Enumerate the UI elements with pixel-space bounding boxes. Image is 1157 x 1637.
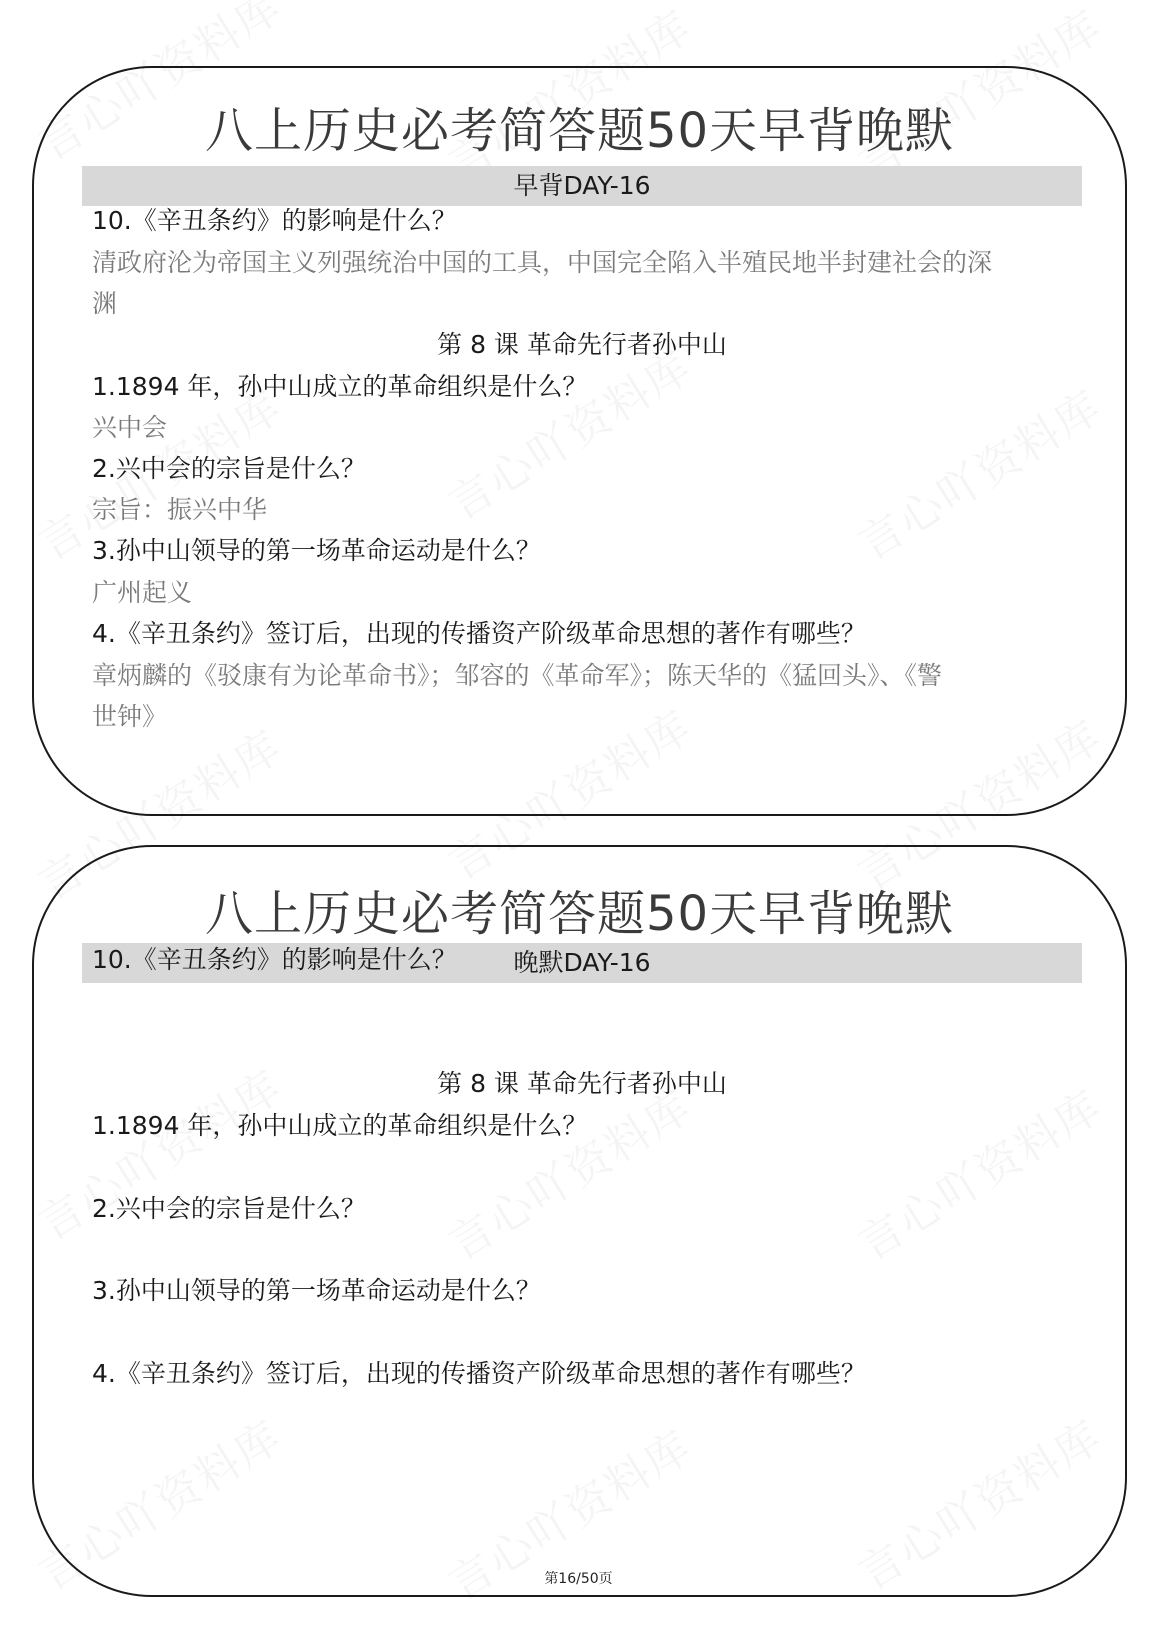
question-4: 4.《辛丑条约》签订后，出现的传播资产阶级革命思想的著作有哪些？	[92, 1359, 866, 1388]
card-title: 八上历史必考简答题50天早背晚默	[204, 886, 955, 942]
question-3: 3.孙中山领导的第一场革命运动是什么？	[92, 536, 541, 565]
lesson-heading: 第 8 课 革命先行者孙中山	[437, 1069, 727, 1098]
question-10: 10.《辛丑条约》的影响是什么？	[92, 945, 457, 974]
day-band: 晚默DAY-16	[82, 943, 1082, 983]
page-number: 第16/50页	[544, 1571, 613, 1587]
question-4: 4.《辛丑条约》签订后，出现的传播资产阶级革命思想的著作有哪些？	[92, 619, 866, 648]
answer-4-line-1: 章炳麟的《驳康有为论革命书》；邹容的《革命军》；陈天华的《猛回头》、《警	[92, 661, 943, 690]
answer-10-line-2: 渊	[92, 289, 118, 318]
day-band: 早背DAY-16	[82, 166, 1082, 206]
answer-10-line-1: 清政府沦为帝国主义列强统治中国的工具，中国完全陷入半殖民地半封建社会的深	[92, 248, 993, 277]
question-10: 10.《辛丑条约》的影响是什么？	[92, 206, 457, 235]
evening-card	[32, 845, 1127, 1597]
question-3: 3.孙中山领导的第一场革命运动是什么？	[92, 1276, 541, 1305]
question-2: 2.兴中会的宗旨是什么？	[92, 454, 366, 483]
morning-card	[32, 66, 1127, 816]
answer-4-line-2: 世钟》	[92, 702, 168, 731]
question-2: 2.兴中会的宗旨是什么？	[92, 1194, 366, 1223]
lesson-heading: 第 8 课 革命先行者孙中山	[437, 330, 727, 359]
answer-2: 宗旨：振兴中华	[92, 495, 268, 524]
card-title: 八上历史必考简答题50天早背晚默	[204, 103, 955, 159]
question-1: 1.1894 年，孙中山成立的革命组织是什么？	[92, 1111, 588, 1140]
question-1: 1.1894 年，孙中山成立的革命组织是什么？	[92, 372, 588, 401]
answer-1: 兴中会	[92, 413, 168, 442]
answer-3: 广州起义	[92, 578, 193, 607]
